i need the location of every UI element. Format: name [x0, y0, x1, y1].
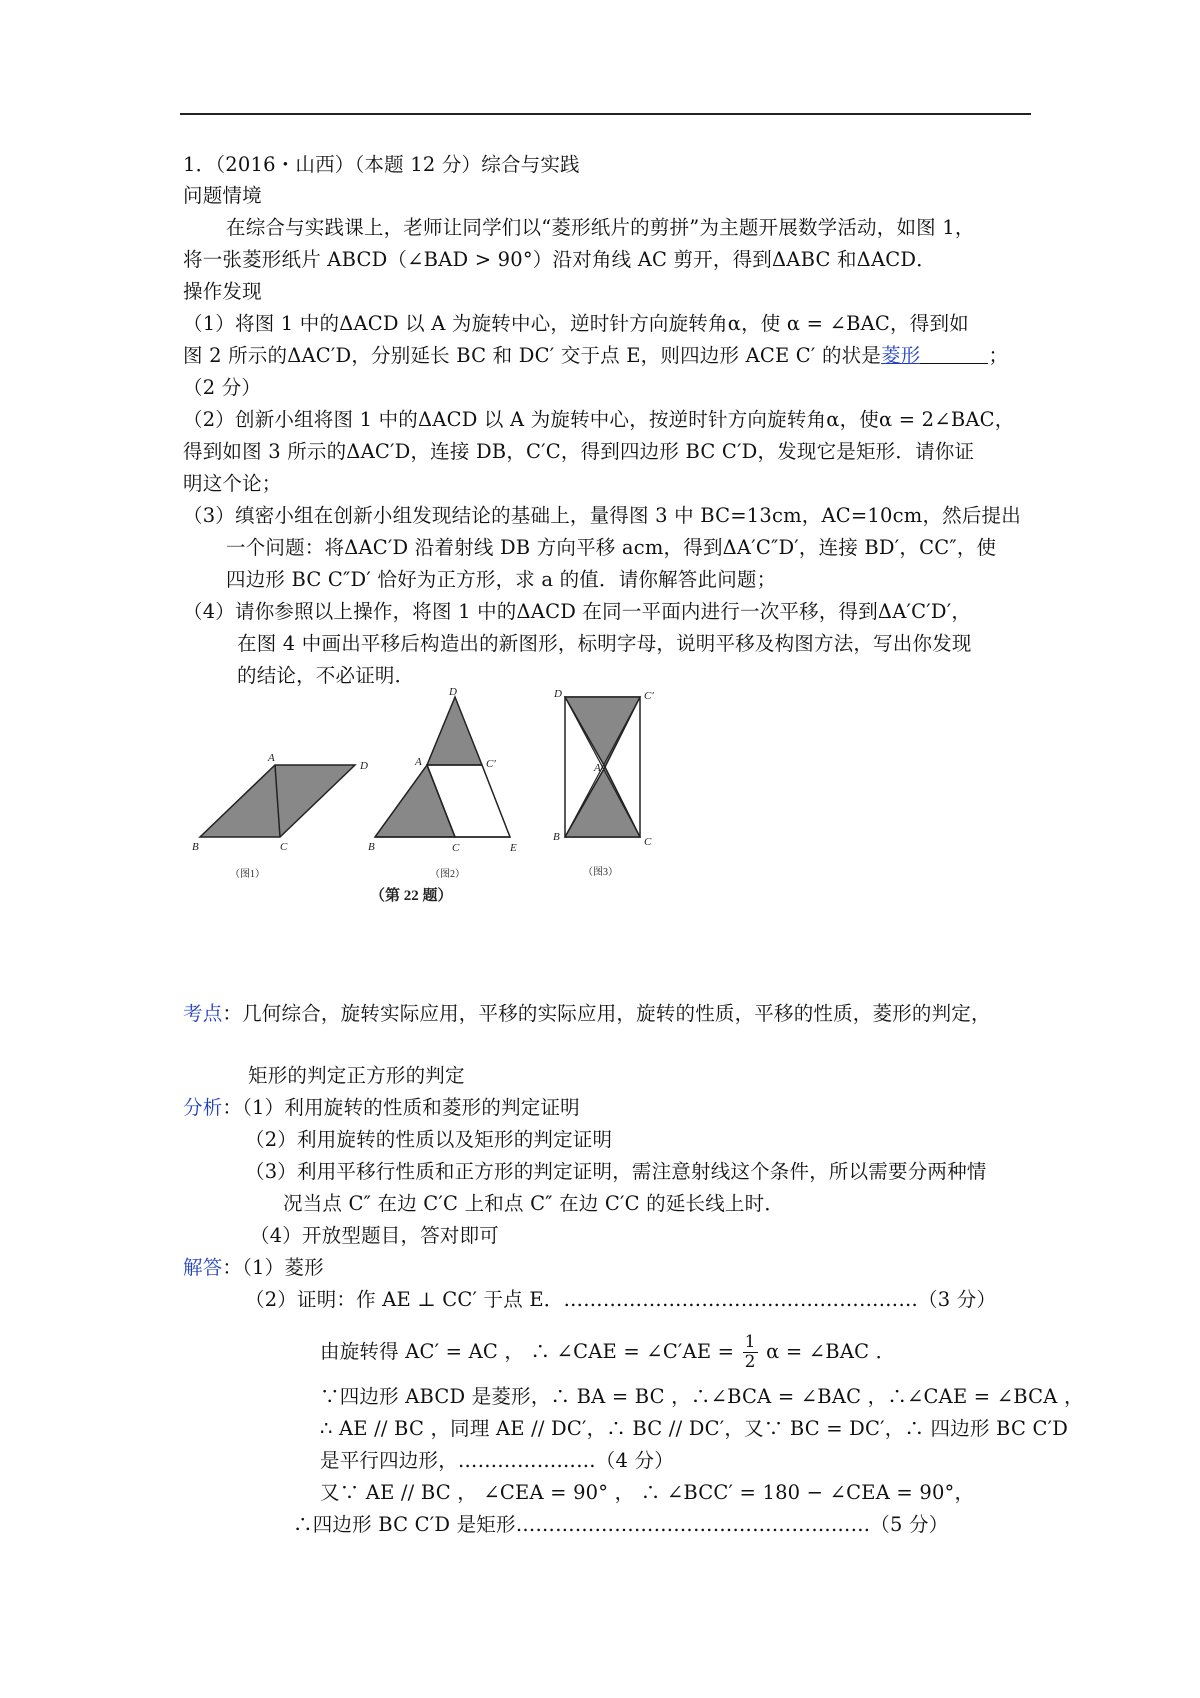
proof-line: 又∵ AE // BC ， ∠CEA = 90° ， ∴ ∠BCC′ = 180 − ∠CEA = 90°， [320, 1481, 975, 1504]
fenxi-line [183, 1095, 580, 1121]
question-line: 得到如图 3 所示的ΔAC′D，连接 DB，C′C，得到四边形 BC C′D，发现它是矩形．请你证 [183, 440, 975, 463]
point-label: A [594, 762, 601, 774]
answer-fill: 菱形 [881, 344, 921, 367]
figure-3 [553, 688, 654, 878]
point-label: E [510, 842, 517, 854]
kaodian-line [183, 1001, 991, 1027]
question-line: （4）请你参照以上操作，将图 1 中的ΔACD 在同一平面内进行一次平移，得到ΔA′C′D′， [183, 600, 972, 623]
fenxi-label: 分析 [183, 1096, 223, 1119]
figure-label: （图2） [430, 869, 465, 880]
figure-2 [368, 686, 517, 880]
point-label: C [280, 841, 288, 853]
question-line: （2 分） [183, 376, 262, 399]
fenxi-line: （4）开放型题目，答对即可 [250, 1224, 500, 1247]
figure-caption: （第 22 题） [370, 888, 453, 904]
point-label: C [644, 836, 652, 848]
question-line: （1）将图 1 中的ΔACD 以 A 为旋转中心，逆时针方向旋转角α，使 α = ∠BAC，得到如 [183, 312, 969, 335]
fenxi-text: ：（1）利用旋转的性质和菱形的判定证明 [222, 1096, 580, 1119]
point-label: B [368, 841, 375, 853]
kaodian-label: 考点 [183, 1002, 223, 1025]
paragraph-line: 将一张菱形纸片 ABCD（∠BAD > 90°）沿对角线 AC 剪开，得到ΔABC 和ΔACD． [183, 248, 936, 271]
kaodian-continuation: 矩形的判定正方形的判定 [248, 1064, 465, 1087]
point-label: D [360, 760, 368, 772]
answer-blank [920, 345, 988, 364]
proof-line: ∴ AE // BC ，同理 AE // DC′，∴ BC // DC′，又∵ BC = DC′，∴ 四边形 BC C′D [320, 1417, 1069, 1440]
point-label: B [553, 831, 560, 843]
question-line: 的结论，不必证明． [237, 664, 415, 687]
figure-svg [190, 685, 750, 905]
point-label: A [415, 756, 422, 768]
question-line [183, 343, 1008, 369]
point-label: C [452, 842, 460, 854]
proof-text: α = ∠BAC ． [766, 1340, 896, 1363]
fenxi-line: 况当点 C″ 在边 C′C 上和点 C″ 在边 C′C 的延长线上时． [283, 1192, 785, 1215]
figure-label: （图3） [583, 867, 618, 878]
question-line: 四边形 BC C″D′ 恰好为正方形，求 a 的值．请你解答此问题； [226, 568, 777, 591]
proof-line: ∴四边形 BC C′D 是矩形………………………………………………（5 分） [293, 1513, 949, 1536]
jieda-label: 解答 [183, 1256, 223, 1279]
triangle-ac-prime-d [565, 697, 640, 767]
point-label: A [268, 752, 275, 764]
proof-line: ∵四边形 ABCD 是菱形，∴ BA = BC ，∴∠BCA = ∠BAC ，∴∠CAE = ∠BCA ， [320, 1385, 1084, 1408]
problem-title: 1．（2016・山西）（本题 12 分）综合与实践 [183, 153, 580, 176]
figure-1 [192, 752, 368, 880]
proof-line: （2）证明：作 AE ⊥ CC′ 于点 E．………………………………………………（3 分） [245, 1288, 997, 1311]
fraction-numerator: 1 [744, 1332, 756, 1352]
header-rule [180, 113, 1031, 115]
triangle-abc [375, 765, 455, 837]
triangle-ac-prime-d [427, 697, 482, 765]
point-label: C′ [486, 758, 496, 770]
question-text: 图 2 所示的ΔAC′D，分别延长 BC 和 DC′ 交于点 E，则四边形 ACE C′ 的状是 [183, 344, 882, 367]
paragraph-line: 在综合与实践课上，老师让同学们以“菱形纸片的剪拼”为主题开展数学活动，如图 1， [226, 216, 975, 239]
question-line: （3）缜密小组在创新小组发现结论的基础上，量得图 3 中 BC=13cm，AC=10cm，然后提出 [183, 504, 1021, 527]
fraction-denominator: 2 [744, 1352, 756, 1372]
jieda-text: ：（1）菱形 [222, 1256, 324, 1279]
proof-line [320, 1330, 895, 1374]
proof-text: 由旋转得 AC′ = AC ， ∴ ∠CAE = ∠C′AE = [320, 1340, 735, 1363]
point-label: C′ [644, 690, 654, 702]
triangle-abc [565, 767, 640, 837]
question-text: ； [988, 344, 1009, 367]
proof-line: 是平行四边形，…………………（4 分） [320, 1449, 674, 1472]
point-label: D [554, 688, 562, 700]
fraction-one-half [743, 1333, 758, 1372]
problem-figures [190, 685, 750, 905]
question-line: 一个问题：将ΔAC′D 沿着射线 DB 方向平移 acm，得到ΔA′C″D′，连接 BD′，CC″，使 [226, 536, 997, 559]
section-heading: 操作发现 [183, 280, 262, 303]
fenxi-line: （3）利用平移行性质和正方形的判定证明，需注意射线这个条件，所以需要分两种情 [245, 1160, 987, 1183]
kaodian-text: ：几何综合，旋转实际应用，平移的实际应用，旋转的性质，平移的性质，菱形的判定， [222, 1002, 991, 1025]
question-line: （2）创新小组将图 1 中的ΔACD 以 A 为旋转中心，按逆时针方向旋转角α，使α = 2∠BAC， [183, 408, 1015, 431]
point-label: D [449, 686, 457, 698]
figure-label: （图1） [230, 869, 265, 880]
section-heading: 问题情境 [183, 184, 262, 207]
question-line: 在图 4 中画出平移后构造出的新图形，标明字母，说明平移及构图方法，写出你发现 [237, 632, 972, 655]
point-label: B [192, 841, 199, 853]
question-line: 明这个论； [183, 472, 282, 495]
jieda-line [183, 1255, 324, 1281]
fenxi-line: （2）利用旋转的性质以及矩形的判定证明 [245, 1128, 613, 1151]
